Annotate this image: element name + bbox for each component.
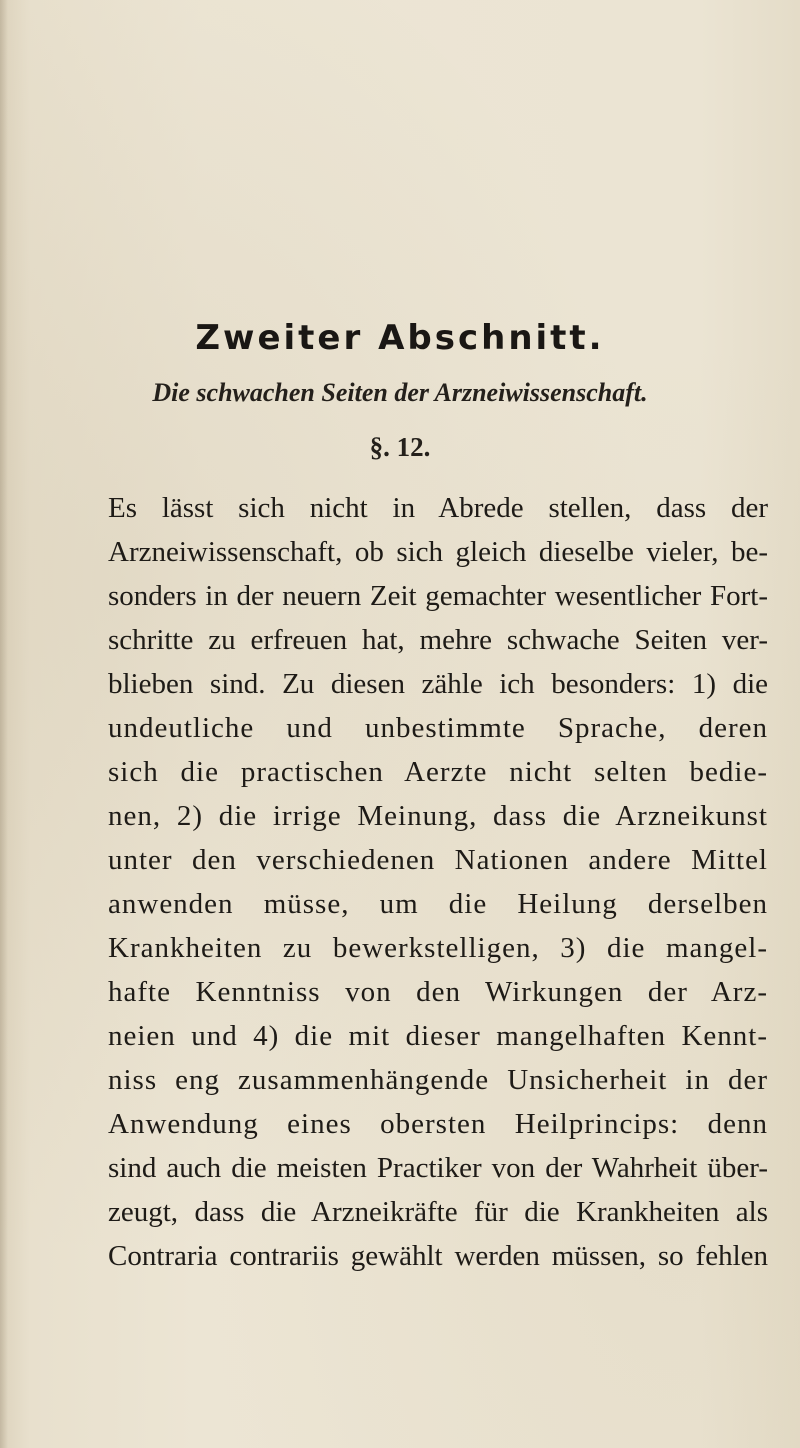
text-line: Arzneiwissenschaft, ob sich gleich dieselbe vieler, be-	[108, 536, 768, 568]
text-line: blieben sind. Zu diesen zähle ich besonders: 1) die	[108, 668, 768, 700]
text-line: Es lässt sich nicht in Abrede stellen, dass der	[108, 492, 768, 524]
text-line: zeugt, dass die Arzneikräfte für die Krankheiten als	[108, 1196, 768, 1228]
text-line: sind auch die meisten Practiker von der Wahrheit über-	[108, 1152, 768, 1184]
text-line: Krankheiten zu bewerkstelligen, 3) die mangel-	[108, 932, 768, 964]
chapter-heading: Zweiter Abschnitt.	[195, 318, 605, 358]
text-line: nen, 2) die irrige Meinung, dass die Arzneikunst	[108, 800, 768, 832]
text-line: Anwendung eines obersten Heilprincips: denn	[108, 1108, 768, 1140]
text-line: schritte zu erfreuen hat, mehre schwache Seiten ver-	[108, 624, 768, 656]
text-line: niss eng zusammenhängende Unsicherheit in der	[108, 1064, 768, 1096]
body-paragraph	[108, 486, 768, 1278]
page-gutter-shadow	[0, 0, 8, 1448]
text-line: sonders in der neuern Zeit gemachter wesentlicher Fort-	[108, 580, 768, 612]
text-line: hafte Kenntniss von den Wirkungen der Arz-	[108, 976, 768, 1008]
section-number: §. 12.	[369, 432, 431, 462]
text-line: anwenden müsse, um die Heilung derselben	[108, 888, 768, 920]
chapter-subtitle: Die schwachen Seiten der Arzneiwissenschaft.	[152, 378, 648, 407]
text-line: sich die practischen Aerzte nicht selten bedie-	[108, 756, 768, 788]
text-line: Contraria contrariis gewählt werden müssen, so fehlen	[108, 1240, 768, 1272]
text-line: undeutliche und unbestimmte Sprache, deren	[108, 712, 768, 744]
text-line: unter den verschiedenen Nationen andere Mittel	[108, 844, 768, 876]
text-line: neien und 4) die mit dieser mangelhaften Kennt-	[108, 1020, 768, 1052]
